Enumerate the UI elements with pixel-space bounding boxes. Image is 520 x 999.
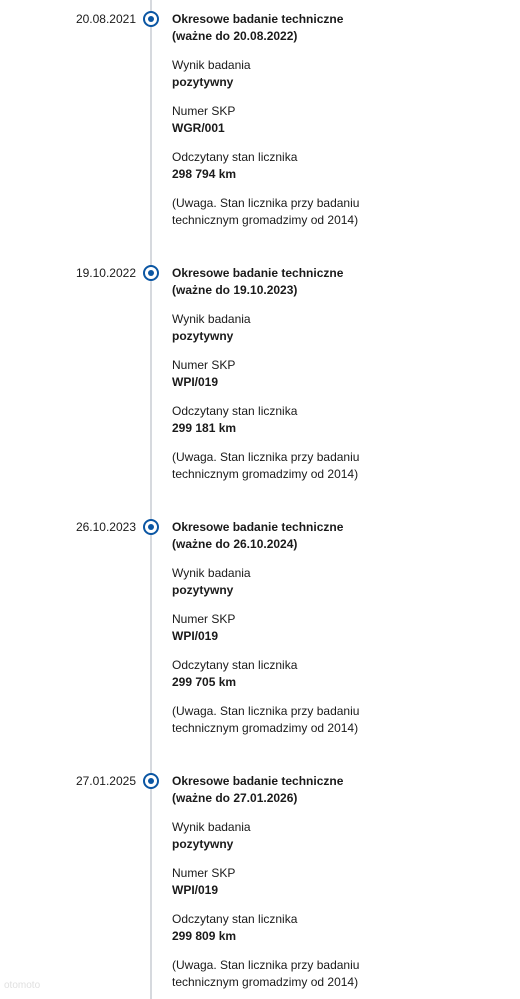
odometer-label: Odczytany stan licznika [172, 658, 298, 672]
result-value: pozytywny [172, 583, 234, 597]
entry-details [172, 265, 502, 483]
timeline-dot-icon [143, 773, 159, 789]
entry-date: 19.10.2022 [75, 266, 136, 280]
skp-label: Numer SKP [172, 104, 236, 118]
skp-field [172, 865, 502, 899]
skp-label: Numer SKP [172, 866, 236, 880]
odometer-value: 298 794 km [172, 167, 237, 181]
result-field [172, 311, 502, 345]
entry-validity: (ważne do 26.10.2024) [172, 537, 298, 551]
entry-validity: (ważne do 19.10.2023) [172, 283, 298, 297]
odometer-label: Odczytany stan licznika [172, 404, 298, 418]
note-line: technicznym gromadzimy od 2014) [172, 721, 359, 735]
odometer-label: Odczytany stan licznika [172, 912, 298, 926]
odometer-note [172, 957, 502, 991]
timeline-dot-icon [143, 265, 159, 281]
note-line: (Uwaga. Stan licznika przy badaniu [172, 450, 360, 464]
entry-validity: (ważne do 27.01.2026) [172, 791, 298, 805]
entry-title [172, 265, 502, 299]
entry-title-line: Okresowe badanie techniczne [172, 520, 344, 534]
note-line: technicznym gromadzimy od 2014) [172, 467, 359, 481]
odometer-value: 299 181 km [172, 421, 237, 435]
result-label: Wynik badania [172, 566, 251, 580]
odometer-value: 299 705 km [172, 675, 237, 689]
skp-value: WGR/001 [172, 121, 225, 135]
result-field [172, 819, 502, 853]
odometer-field [172, 911, 502, 945]
note-line: (Uwaga. Stan licznika przy badaniu [172, 704, 360, 718]
note-line: (Uwaga. Stan licznika przy badaniu [172, 958, 360, 972]
odometer-note [172, 703, 502, 737]
entry-validity: (ważne do 20.08.2022) [172, 29, 298, 43]
skp-field [172, 611, 502, 645]
entry-details [172, 773, 502, 991]
result-label: Wynik badania [172, 312, 251, 326]
odometer-field [172, 149, 502, 183]
result-value: pozytywny [172, 75, 234, 89]
skp-value: WPI/019 [172, 375, 219, 389]
odometer-note [172, 195, 502, 229]
odometer-field [172, 403, 502, 437]
timeline-dot-icon [143, 11, 159, 27]
watermark: otomoto [4, 980, 41, 991]
entry-date: 27.01.2025 [75, 774, 136, 788]
result-field [172, 565, 502, 599]
entry-details [172, 11, 502, 229]
result-value: pozytywny [172, 329, 234, 343]
note-line: technicznym gromadzimy od 2014) [172, 975, 359, 989]
skp-field [172, 103, 502, 137]
result-field [172, 57, 502, 91]
entry-title [172, 11, 502, 45]
timeline-line [150, 0, 152, 999]
result-label: Wynik badania [172, 820, 251, 834]
odometer-field [172, 657, 502, 691]
entry-title-line: Okresowe badanie techniczne [172, 12, 344, 26]
odometer-value: 299 809 km [172, 929, 237, 943]
skp-value: WPI/019 [172, 629, 219, 643]
entry-date: 26.10.2023 [75, 520, 136, 534]
skp-label: Numer SKP [172, 612, 236, 626]
entry-title [172, 773, 502, 807]
result-value: pozytywny [172, 837, 234, 851]
note-line: (Uwaga. Stan licznika przy badaniu [172, 196, 360, 210]
skp-field [172, 357, 502, 391]
skp-label: Numer SKP [172, 358, 236, 372]
skp-value: WPI/019 [172, 883, 219, 897]
entry-title-line: Okresowe badanie techniczne [172, 774, 344, 788]
entry-details [172, 519, 502, 737]
entry-title [172, 519, 502, 553]
entry-title-line: Okresowe badanie techniczne [172, 266, 344, 280]
result-label: Wynik badania [172, 58, 251, 72]
odometer-note [172, 449, 502, 483]
note-line: technicznym gromadzimy od 2014) [172, 213, 359, 227]
entry-date: 20.08.2021 [75, 12, 136, 26]
timeline-dot-icon [143, 519, 159, 535]
odometer-label: Odczytany stan licznika [172, 150, 298, 164]
